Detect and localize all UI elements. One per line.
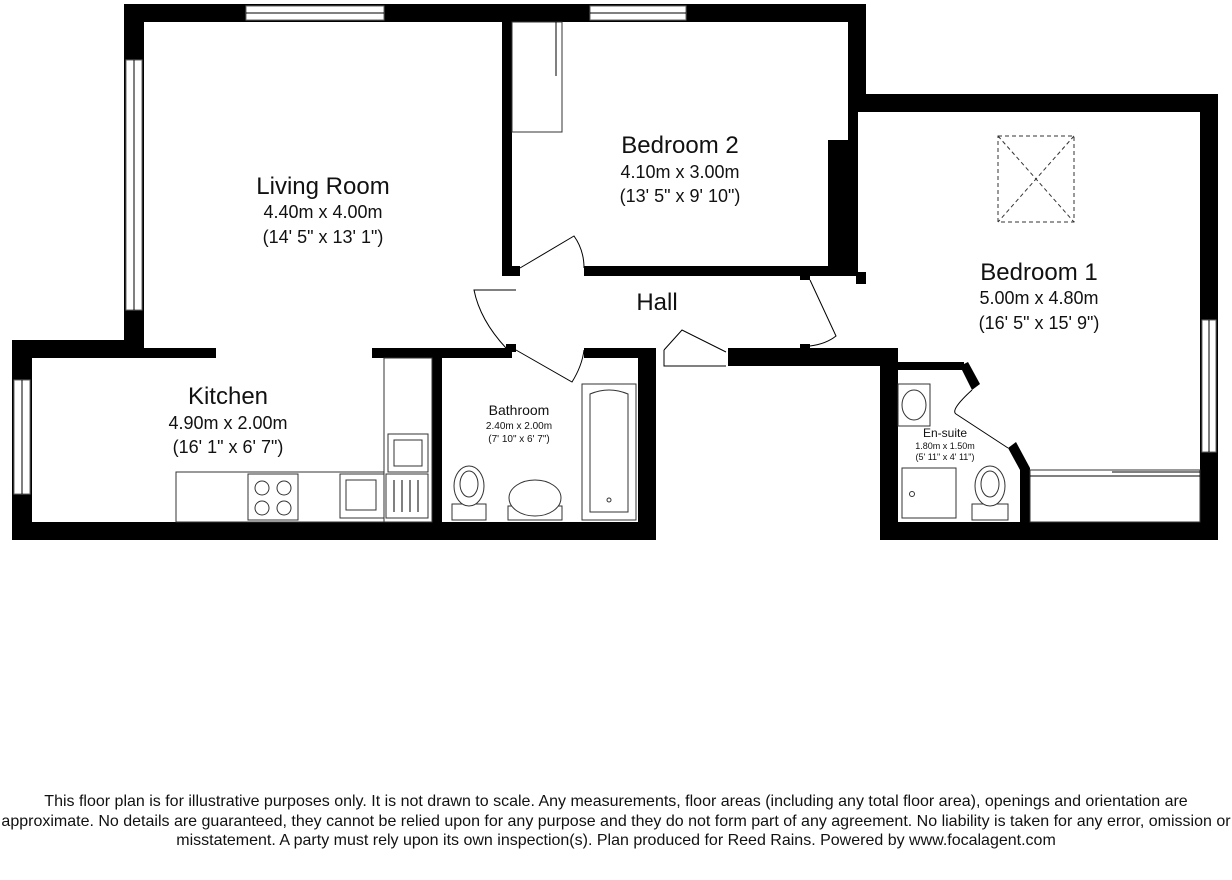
kitchen-name: Kitchen <box>187 383 269 410</box>
living-room-imperial: (14' 5" x 13' 1") <box>262 227 384 247</box>
disclaimer-text: This floor plan is for illustrative purposes only. It is not drawn to scale. Any measurements, floor areas (including any total floor area), openings and orientation are approximate. No details are guaranteed, they cannot be relied upon for any purpose and they do not form part of any agreement. No liability is taken for any error, omission or misstatement. A party must rely upon its own inspection(s). Plan produced for Reed Rains. Powered by www.focalagent.com <box>1 793 1231 849</box>
ensuite-metric: 1.80m x 1.50m <box>915 441 975 451</box>
living-room-metric: 4.40m x 4.00m <box>263 202 383 222</box>
appliance-icon <box>388 434 428 472</box>
hall-name: Hall <box>636 289 678 316</box>
ensuite-imperial: (5' 11" x 4' 11") <box>915 452 975 462</box>
toilet-icon <box>452 466 486 520</box>
bathroom-metric: 2.40m x 2.00m <box>485 421 553 432</box>
bedroom-2-name: Bedroom 2 <box>621 132 739 159</box>
bedroom-2-metric: 4.10m x 3.00m <box>620 162 740 182</box>
skylight-icon <box>998 136 1074 222</box>
bathtub-icon <box>582 384 636 520</box>
basin-icon <box>508 480 562 520</box>
bathroom-name: Bathroom <box>488 402 550 418</box>
bedroom-1-imperial: (16' 5" x 15' 9") <box>978 313 1100 333</box>
kitchen-imperial: (16' 1" x 6' 7") <box>172 437 284 457</box>
ensuite-toilet-icon <box>972 466 1008 520</box>
kitchen-metric: 4.90m x 2.00m <box>168 413 288 433</box>
living-room-name: Living Room <box>256 173 390 200</box>
bedroom-2-imperial: (13' 5" x 9' 10") <box>619 186 741 206</box>
bedroom-1-metric: 5.00m x 4.80m <box>979 288 1099 308</box>
kitchen-sink-icon <box>340 474 428 518</box>
shower-icon <box>902 468 956 518</box>
hob-icon <box>248 474 298 520</box>
bedroom-1-name: Bedroom 1 <box>980 259 1098 286</box>
ensuite-name: En-suite <box>922 426 968 440</box>
ensuite-basin-icon <box>898 384 930 426</box>
bathroom-imperial: (7' 10" x 6' 7") <box>488 434 550 445</box>
